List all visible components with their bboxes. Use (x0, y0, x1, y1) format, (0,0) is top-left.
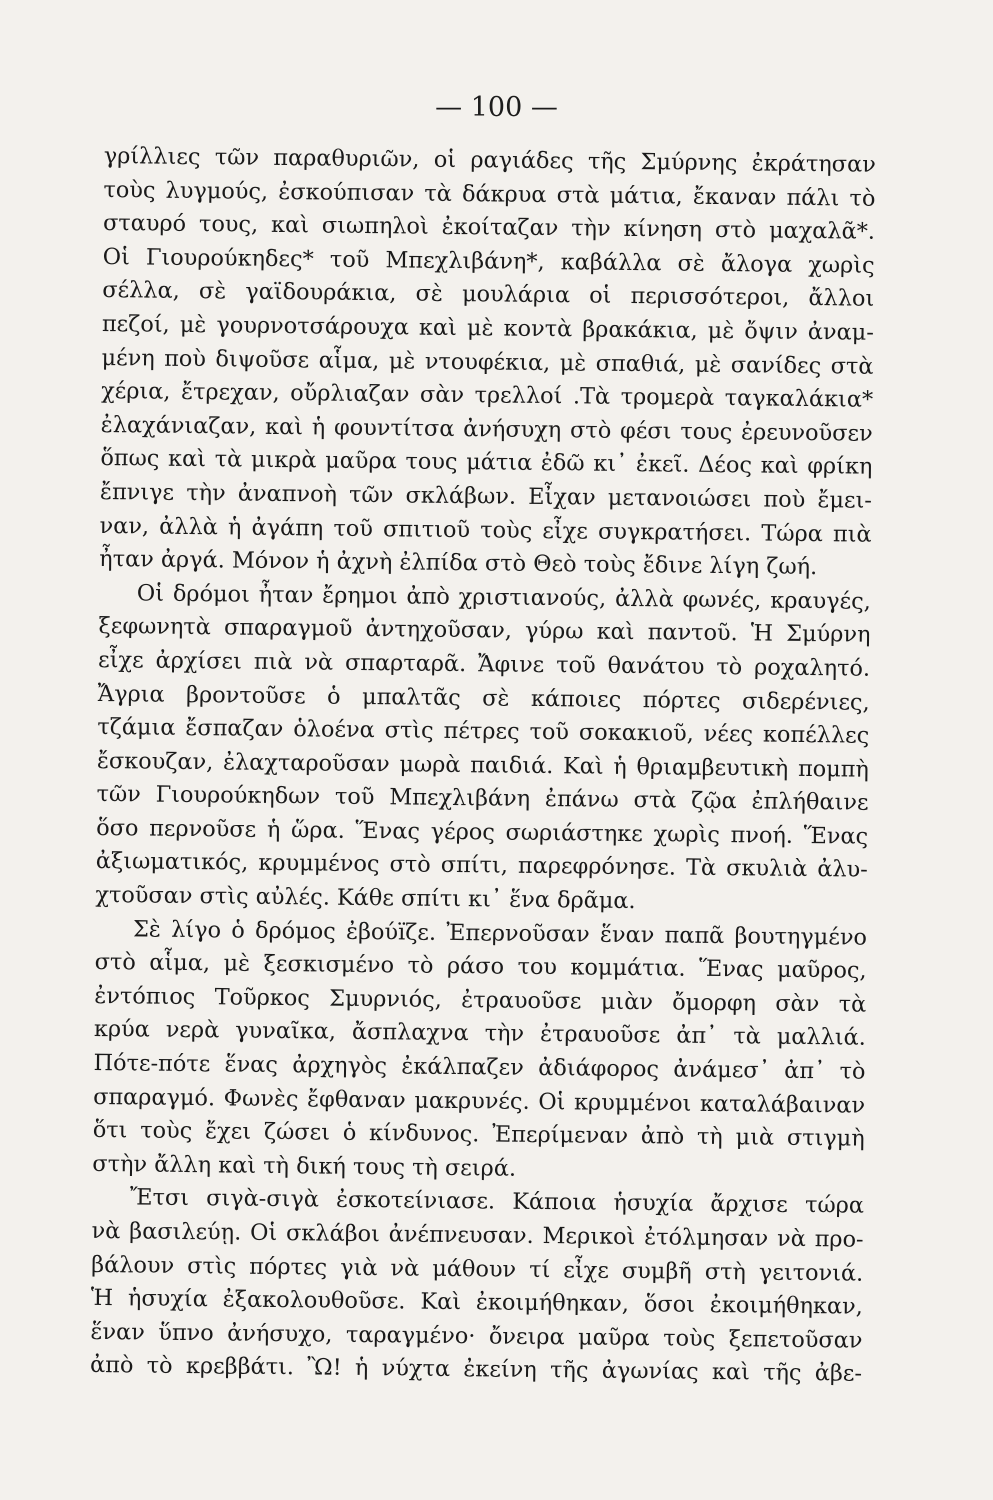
text-line: χτοῦσαν στὶς αὐλές. Κάθε σπίτι κι᾽ ἕνα δρᾶμα. (95, 882, 636, 915)
text-line: μένη ποὺ διψοῦσε αἷμα, μὲ ντουφέκια, μὲ σπαθιά, μὲ σανίδες στὰ (101, 344, 874, 380)
text-line: νὰ βασιλεύῃ. Οἱ σκλάβοι ἀνέπνευσαν. Μερικοὶ ἐτόλμησαν νὰ προ- (91, 1217, 864, 1253)
text-line: Οἱ δρόμοι ἦταν ἔρημοι ἀπὸ χριστιανούς, ἀλλὰ φωνές, κραυγές, (136, 580, 871, 615)
text-line: ὅτι τοὺς ἔχει ζώσει ὁ κίνδυνος. Ἐπερίμεναν ἀπὸ τὴ μιὰ στιγμὴ (92, 1117, 865, 1152)
text-line: γρίλλιες τῶν παραθυριῶν, οἱ ραγιάδες τῆς Σμύρνης ἐκράτησαν (103, 142, 876, 178)
text-line: Ἡ ἡσυχία ἐξακολουθοῦσε. Καὶ ἐκοιμήθηκαν, ὅσοι ἐκοιμήθηκαν, (90, 1285, 863, 1320)
text-line: σέλλα, σὲ γαϊδουράκια, σὲ μουλάρια οἱ περισσότεροι, ἄλλοι (102, 277, 875, 313)
text-line: Οἱ Γιουρούκηδες* τοῦ Μπεχλιβάνη*, καβάλλα σὲ ἄλογα χωρὶς (102, 243, 875, 279)
text-line: ὅπως καὶ τὰ μικρὰ μαῦρα τους μάτια ἐδῶ κι᾽ ἐκεῖ. Δέος καὶ φρίκη (100, 445, 873, 481)
text-line: Ἄγρια βροντοῦσε ὁ μπαλτᾶς σὲ κάποιες πόρτες σιδερένιες, (97, 680, 870, 716)
text-line: ναν, ἀλλὰ ἡ ἀγάπη τοῦ σπιτιοῦ τοὺς εἶχε συγκρατήσει. Τώρα πιὰ (99, 512, 872, 548)
text-line: πεζοί, μὲ γουρνοτσάρουχα καὶ μὲ κοντὰ βρακάκια, μὲ ὄψιν ἀναμ- (101, 310, 875, 346)
text-line: ὅσο περνοῦσε ἡ ὥρα. Ἕνας γέρος σωριάστηκε χωρὶς πνοή. Ἕνας (96, 814, 869, 850)
text-line: Ἔτσι σιγὰ-σιγὰ ἐσκοτείνιασε. Κάποια ἡσυχία ἄρχισε τώρα (129, 1184, 865, 1220)
text-line: ἦταν ἀργά. Μόνον ἡ ἀχνὴ ἐλπίδα στὸ Θεὸ τοὺς ἔδινε λίγη ζωή. (99, 546, 818, 581)
text-line: ἐλαχάνιαζαν, καὶ ἡ φουντίτσα ἀνήσυχη στὸ φέσι τους ἐρευνοῦσεν (100, 411, 873, 447)
text-line: στὸ αἷμα, μὲ ξεσκισμένο τὸ ράσο του κομμάτια. Ἕνας μαῦρος, (94, 949, 867, 984)
text-line: τοὺς λυγμούς, ἐσκούπισαν τὰ δάκρυα στὰ μάτια, ἔκαναν πάλι τὸ (103, 176, 876, 212)
body-text (90, 140, 876, 1392)
text-line: χέρια, ἔτρεχαν, οὔρλιαζαν σὰν τρελλοί .Τὰ τρομερὰ ταγκαλάκια* (101, 378, 874, 413)
text-line: ἔσκουζαν, ἐλαχταροῦσαν μωρὰ παιδιά. Καὶ ἡ θριαμβευτικὴ πομπὴ (96, 747, 870, 783)
text-line: βάλουν στὶς πόρτες γιὰ νὰ μάθουν τί εἶχε συμβῆ στὴ γειτονιά. (91, 1251, 864, 1287)
text-line: κρύα νερὰ γυναῖκα, ἄσπλαχνα τὴν ἐτραυοῦσε ἀπ᾽ τὰ μαλλιά. (93, 1016, 867, 1052)
text-line: σταυρό τους, καὶ σιωπηλοὶ ἐκοίταζαν τὴν κίνηση στὸ μαχαλᾶ*. (102, 210, 876, 245)
text-line: εἶχε ἀρχίσει πιὰ νὰ σπαρταρᾶ. Ἄφινε τοῦ θανάτου τὸ ροχαλητό. (97, 646, 871, 682)
text-line: Σὲ λίγο ὁ δρόμος ἐβούïζε. Ἐπερνοῦσαν ἕναν παπᾶ βουτηγμένο (132, 916, 868, 951)
text-line: στὴν ἄλλη καὶ τὴ δική τους τὴ σειρά. (92, 1150, 517, 1182)
text-line: τῶν Γιουρούκηδων τοῦ Μπεχλιβάνη ἐπάνω στὰ ζῷα ἐπλήθαινε (96, 781, 869, 816)
text-line: ἀπὸ τὸ κρεββάτι. Ὢ! ἡ νύχτα ἐκείνη τῆς ἀγωνίας καὶ τῆς ἀβε- (89, 1352, 863, 1388)
page-number: — 100 — (435, 92, 558, 123)
text-line: Πότε-πότε ἕνας ἀρχηγὸς ἐκάλπαζεν ἀδιάφορος ἀνάμεσ᾽ ἀπ᾽ τὸ (93, 1049, 866, 1085)
text-line: ἕναν ὕπνο ἀνήσυχο, ταραγμένο· ὄνειρα μαῦρα τοὺς ξεπετοῦσαν (90, 1318, 863, 1354)
text-line: ἀξιωματικός, κρυμμένος στὸ σπίτι, παρεφρόνησε. Τὰ σκυλιὰ ἀλυ- (95, 848, 868, 884)
text-line: ἔπνιγε τὴν ἀναπνοὴ τῶν σκλάβων. Εἶχαν μετανοιώσει ποὺ ἔμει- (99, 478, 873, 514)
text-line: σπαραγμό. Φωνὲς ἔφθαναν μακρυνές. Οἱ κρυμμένοι καταλάβαιναν (93, 1083, 866, 1119)
text-line: τζάμια ἔσπαζαν ὁλοένα στὶς πέτρες τοῦ σοκακιοῦ, νέες κοπέλλες (97, 714, 870, 749)
text-line: ἐντόπιος Τοῦρκος Σμυρνιός, ἐτραυοῦσε μιὰν ὄμορφη σὰν τὰ (94, 982, 867, 1018)
text-line: ξεφωνητὰ σπαραγμοῦ ἀντηχοῦσαν, γύρω καὶ παντοῦ. Ἡ Σμύρνη (98, 613, 871, 649)
